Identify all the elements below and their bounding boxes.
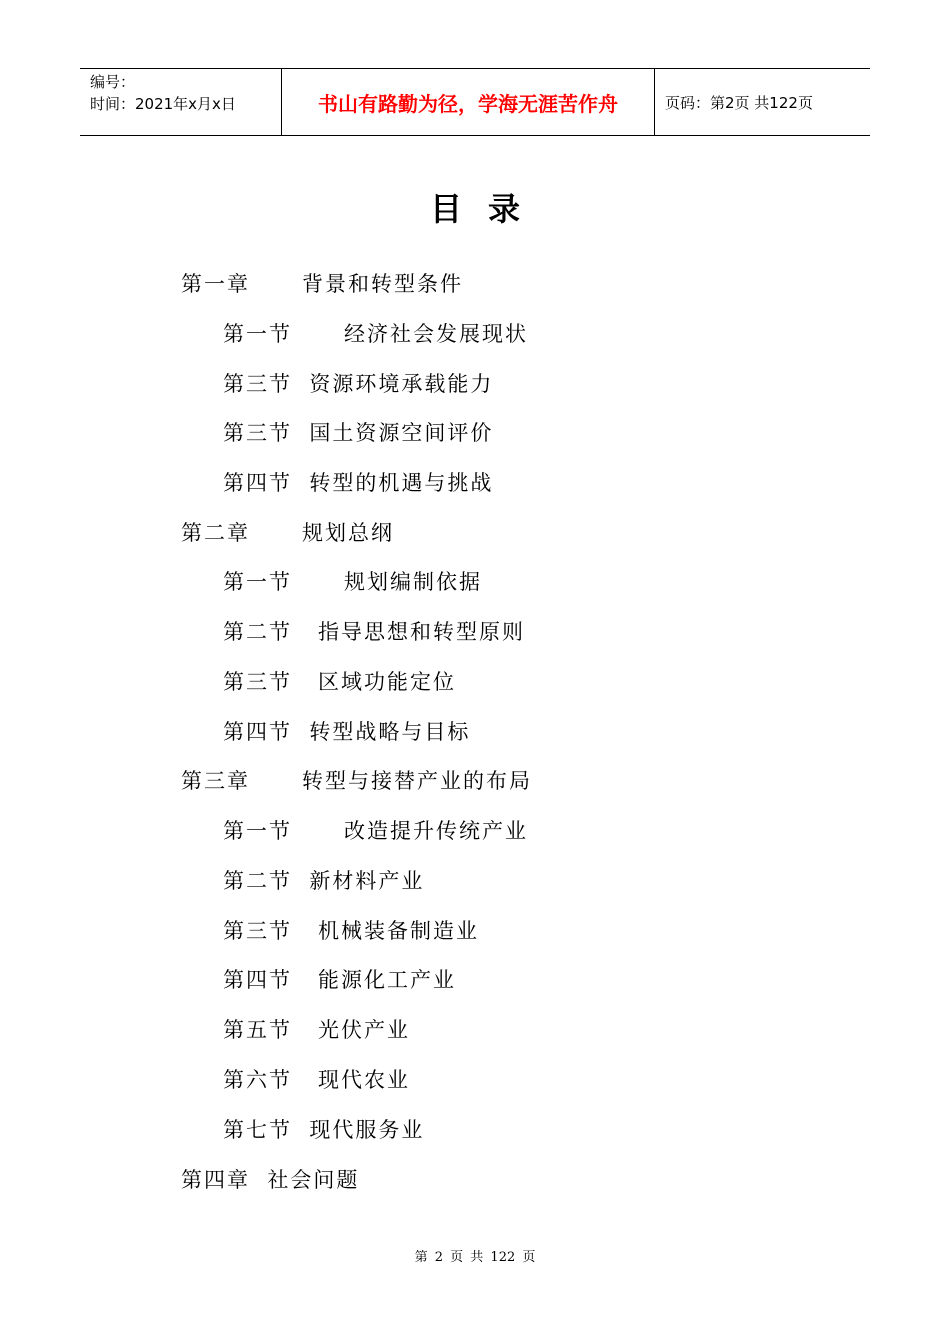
page-footer: 第 2 页 共 122 页 [414,1250,536,1265]
header-page-cell [655,69,870,135]
document-title: 目录 [429,190,546,228]
header-meta-cell [80,69,282,135]
toc-section: 第四节 转型战略与目标 [223,720,471,744]
toc-chapter: 第一章 背景和转型条件 [181,272,464,296]
document-number-label: 编号： [90,73,136,91]
toc-section: 第三节 资源环境承载能力 [223,372,494,396]
toc-section: 第七节 现代服务业 [223,1118,425,1142]
toc-section: 第三节 机械装备制造业 [223,919,480,943]
toc-section: 第一节 规划编制依据 [223,570,483,594]
toc-section: 第一节 改造提升传统产业 [223,819,529,843]
toc-section: 第四节 转型的机遇与挑战 [223,471,494,495]
toc-section: 第五节 光伏产业 [223,1018,411,1042]
toc-section: 第一节 经济社会发展现状 [223,322,529,346]
toc-chapter: 第三章 转型与接替产业的布局 [181,769,533,793]
toc-chapter: 第四章 社会问题 [181,1168,360,1192]
toc-section: 第四节 能源化工产业 [223,968,457,992]
header-motto: 书山有路勤为径，学海无涯苦作舟 [318,91,618,116]
header-page-info: 页码：第2页 共122页 [665,93,813,112]
header-motto-cell [282,69,655,135]
header-table [80,68,870,136]
document-date: 时间：2021年x月x日 [90,95,236,113]
toc-section: 第六节 现代农业 [223,1068,411,1092]
toc-section: 第三节 区域功能定位 [223,670,457,694]
toc-chapter: 第二章 规划总纲 [181,521,395,545]
toc-section: 第三节 国土资源空间评价 [223,421,494,445]
toc-section: 第二节 指导思想和转型原则 [223,620,526,644]
toc-section: 第二节 新材料产业 [223,869,425,893]
